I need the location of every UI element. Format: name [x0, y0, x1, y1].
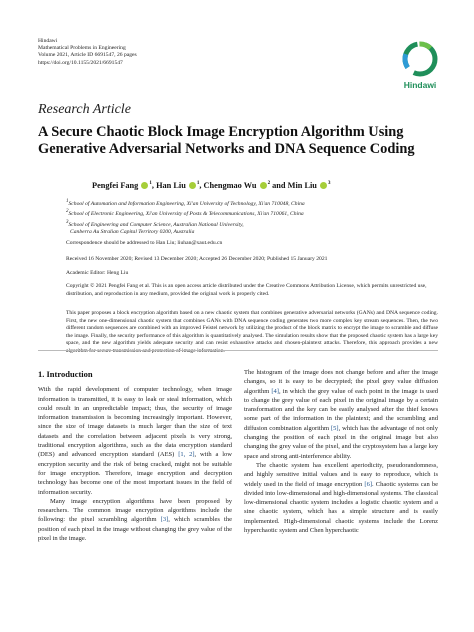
paragraph: With the rapid development of computer technology, when image information is transmitted, it is easy to leak or steal information, which could result in an unpredictable impact; thus, the security of image information transmission is becoming increasingly important. However, since the size of image datasets is much larger than the size of text datasets and the correlation between adjacent pixels is very strong, traditional encryption algorithms, such as the data encryption standard (DES) and advanced encryption standard (AES) [1, 2], with a low encryption security and the risk of being cracked, might not be suitable for image encryption. Therefore, image encryption and decryption technology has become one of the most important issues in the field of information security.: [38, 386, 232, 496]
divider: [38, 350, 438, 351]
academic-editor: Academic Editor: Heng Liu: [66, 270, 129, 276]
author-name: Min Liu: [287, 181, 317, 190]
article-dates: Received 16 November 2020; Revised 13 December 2020; Accepted 26 December 2020; Published 15 January 2021: [66, 256, 328, 262]
citation-link[interactable]: [6]: [364, 480, 373, 488]
paragraph: The histogram of the image does not change before and after the image changes, so it is easy to be decrypted; the pixel grey value diffusion algorithm [4], in which the grey value of each point in the image is used to change the grey value of each pixel in the original image by a certain transformation and the key can be easily analysed after the thief knows some part of the information in the plaintext; and the scrambling and diffusion combination algorithm [5], which has the advantage of not only changing the position of each pixel in the original image but also changing the grey value of the pixel, and the cryptosystem has a large key space and strong anti-interference ability.: [244, 369, 438, 460]
orcid-icon[interactable]: [260, 182, 267, 189]
author-list: Pengfei Fang $^1$, Han Liu $^1$, Chengmao Wu $^2$ and Min Liu $^3$: [92, 181, 331, 190]
affiliations: [66, 198, 305, 237]
paragraph: Many image encryption algorithms have been proposed by researchers. The common image encryption algorithms include the following: the pixel scrambling algorithm [3], which scrambles the position of each pixel in the image without changing the grey value of the pixel in the image.: [38, 497, 232, 543]
orcid-icon[interactable]: [189, 182, 196, 189]
affiliation-item: Canberra Au Stralian Capital Territory 0200, Australia: [70, 229, 195, 236]
orcid-icon[interactable]: [141, 182, 148, 189]
copyright-notice: Copyright © 2021 Pengfei Fang et al. This is an open access article distributed under the Creative Commons Attribution License, which permits unrestricted use, distribution, and reproduction in any medium, provided the original work is properly cited.: [66, 283, 427, 297]
author-name: Pengfei Fang: [92, 181, 139, 190]
affiliation-item: 2School of Electronic Engineering, Xi'an University of Posts & Telecommunications, Xi'an 710061, China: [66, 209, 304, 218]
orcid-icon[interactable]: [320, 182, 327, 189]
citation-link[interactable]: [3]: [160, 516, 169, 524]
volume-info: Volume 2021, Article ID 6691547, 26 pages: [38, 52, 137, 59]
affiliation-item: 1School of Automation and Information Engineering, Xi'an University of Technology, Xi'an 710048, China: [66, 199, 305, 207]
journal-brand: Hindawi: [38, 38, 58, 44]
doi-link[interactable]: https://doi.org/10.1155/2021/6691547: [38, 59, 123, 66]
journal-header: [38, 38, 137, 67]
abstract: This paper proposes a block encryption algorithm based on a new chaotic system that combines generative adversarial networks (GANs) and DNA sequence coding. First, the new one-dimensional chaotic system that combines GANs with DNA sequence coding generates two more complex key stream sequences. Then, the two different random sequences are combined with an improved Feistel network by utilizing the product of the block matrix to encrypt the image to scramble and diffuse the image. Finally, the security performance of this algorithm is quantitatively analysed. The simulation results show that the proposed chaotic system has a large key space, and the new algorithm yields adequate security and can resist exhaustive attacks and chosen-plaintext attacks. Therefore, this approach provides a new algorithm for secure transmission and protection of image information.: [66, 310, 438, 354]
hindawi-logo-icon: [396, 36, 444, 86]
author-name: Chengmao Wu: [203, 181, 257, 190]
journal-name: Mathematical Problems in Engineering: [38, 45, 126, 52]
affiliation-item: 3School of Engineering and Computer Science, Australian National University,: [66, 219, 244, 228]
author-and: and: [272, 181, 286, 190]
correspondence: Correspondence should be addressed to Han Liu; liuhan@xaut.edu.cn: [66, 240, 223, 246]
paragraph: The chaotic system has excellent aperiodicity, pseudorandomness, and highly sensitive initial values and is easy to reproduce, which is widely used in the field of image encryption [6]. Chaotic systems can be divided into low-dimensional and high-dimensional systems. The classical low-dimensional chaotic system includes a logistic chaotic system and a sine chaotic system, which has a simple structure and is easily implemented. High-dimensional chaotic systems include the Lorenz hyperchaotic system and Chen hyperchaotic: [244, 461, 438, 535]
citation-link[interactable]: [4]: [271, 387, 279, 395]
section-heading: 1. Introduction: [38, 369, 93, 379]
left-column: [38, 370, 232, 543]
citation-link[interactable]: [5]: [330, 424, 339, 432]
paper-title: A Secure Chaotic Block Image Encryption Algorithm Using Generative Adversarial Networks and DNA Sequence Coding: [38, 124, 415, 157]
author-name: Han Liu: [156, 181, 186, 190]
right-column: [244, 368, 438, 535]
logo-label: Hindawi: [403, 80, 437, 90]
article-type: Research Article: [38, 102, 131, 117]
citation-link[interactable]: [1, 2]: [178, 451, 195, 459]
